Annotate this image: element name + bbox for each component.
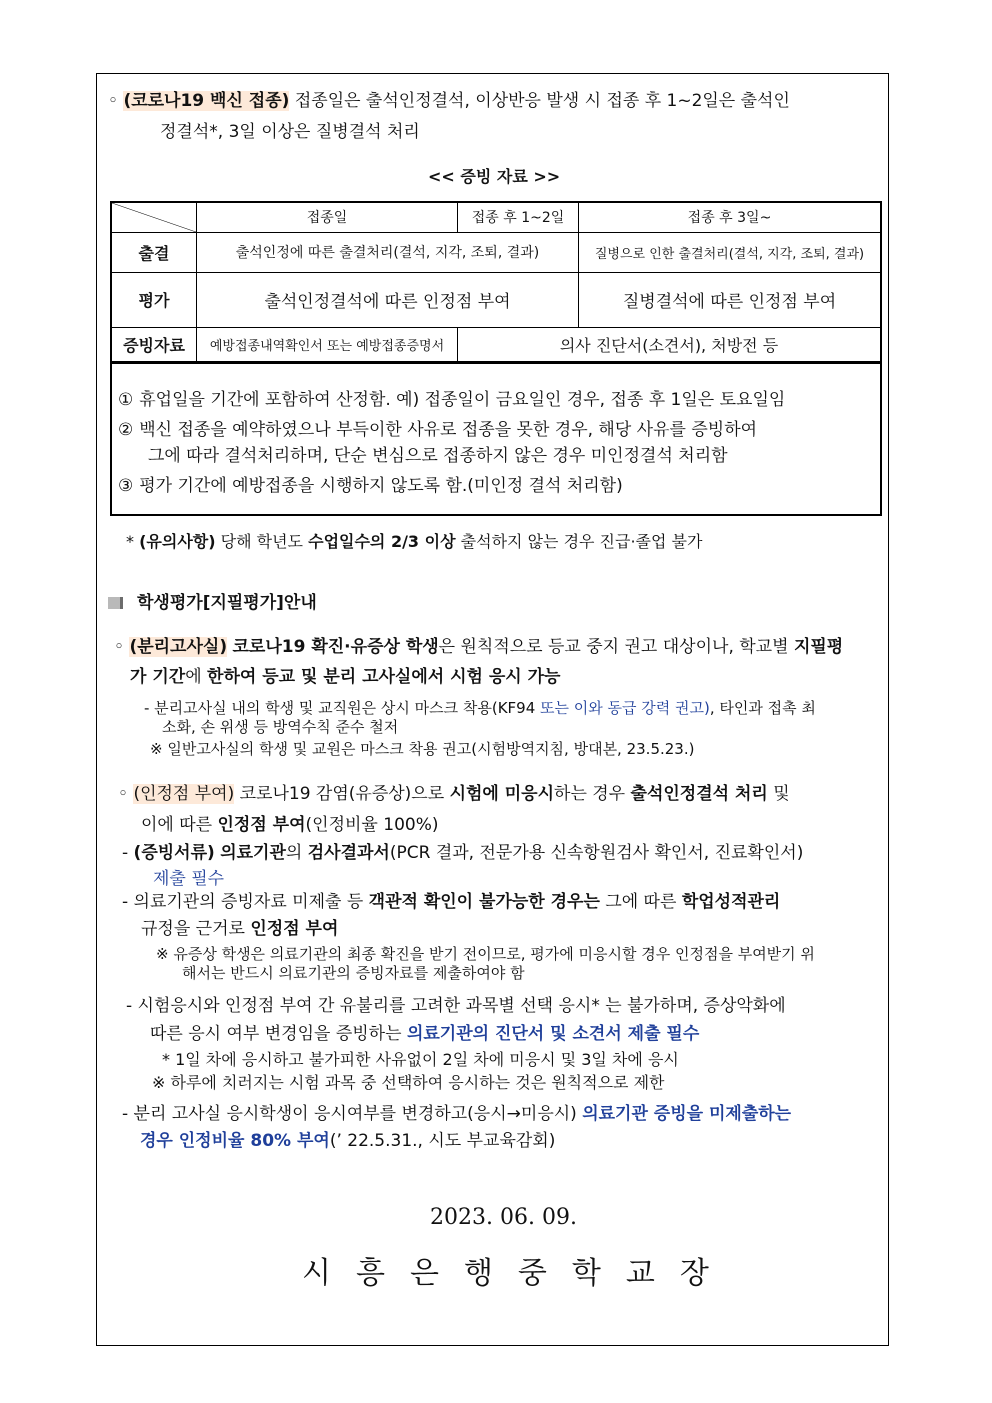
p4d: (’ 22.5.31., 시도 부교육감회) bbox=[329, 1131, 556, 1151]
evidence-table bbox=[110, 201, 882, 363]
section-heading bbox=[108, 588, 317, 613]
note-text: 휴업일을 기간에 포함하여 산정함. 예) 접종일이 금요일인 경우, 접종 후 1일은 토요일임 bbox=[139, 390, 786, 410]
caution-c: 출석하지 않는 경우 진급·졸업 불가 bbox=[460, 532, 703, 551]
credit-p2-line2 bbox=[141, 914, 338, 939]
c1a: 코로나19 감염(유증상)으로 bbox=[239, 784, 445, 804]
note-1 bbox=[118, 385, 785, 410]
credit-p3: - 시험응시와 인정점 부여 간 유불리를 고려한 과목별 선택 응시* 는 불가하며, 증상악화에 bbox=[126, 996, 786, 1016]
p4b: 의료기관 증빙을 미제출하는 bbox=[582, 1104, 792, 1124]
docs-c2: 의사 진단서(소견서), 처방전 등 bbox=[458, 327, 882, 362]
caution-a: 당해 학년도 bbox=[220, 532, 304, 551]
credit-tag: (인정점 부여) bbox=[133, 784, 235, 804]
note-2 bbox=[118, 415, 757, 440]
table-corner bbox=[111, 202, 197, 232]
row-label-docs: 증빙자료 bbox=[111, 327, 197, 362]
credit-p1 bbox=[122, 838, 803, 863]
p2c: 그에 따른 bbox=[605, 892, 677, 912]
header-day3: 접종 후 3일~ bbox=[579, 202, 882, 232]
p2l2a: 규정을 근거로 bbox=[141, 919, 245, 939]
document-date: 2023. 06. 09. bbox=[430, 1205, 577, 1230]
bullet: ◦ bbox=[114, 637, 125, 657]
p3c: 의료기관의 진단서 및 소견서 제출 필수 bbox=[406, 1024, 700, 1044]
c2b: 인정점 부여 bbox=[217, 815, 306, 835]
p1e: 검사결과서 bbox=[307, 843, 390, 863]
c2c: (인정비율 100%) bbox=[305, 815, 439, 835]
p2l2b: 인정점 부여 bbox=[250, 919, 339, 939]
separate-l1b: 코로나19 확진·유증상 학생 bbox=[232, 637, 439, 657]
sub1c: , 타인과 접촉 최 bbox=[709, 699, 816, 717]
note-num: ① bbox=[118, 390, 134, 410]
credit-p4 bbox=[122, 1099, 791, 1124]
c1c: 하는 경우 bbox=[554, 784, 626, 804]
credit-p2 bbox=[122, 887, 780, 912]
sub1a: - 분리고사실 내의 학생 및 교직원은 상시 마스크 착용(KF94 bbox=[144, 699, 536, 717]
sub1b: 또는 이와 동급 강력 권고) bbox=[540, 699, 710, 717]
c2a: 이에 따른 bbox=[141, 815, 213, 835]
separate-l1c: 은 원칙적으로 등교 중지 권고 대상이나, 학교별 bbox=[438, 637, 789, 657]
c1e: 및 bbox=[773, 784, 790, 804]
bullet: ◦ bbox=[118, 784, 129, 804]
note-text: 평가 기간에 예방접종을 시행하지 않도록 함.(미인정 결석 처리함) bbox=[139, 476, 623, 496]
separate-sub1-line2: 소화, 손 위생 등 방역수칙 준수 철저 bbox=[162, 718, 399, 736]
p3b: 따른 응시 여부 변경임을 증빙하는 bbox=[150, 1024, 402, 1044]
header-day1-2: 접종 후 1~2일 bbox=[458, 202, 579, 232]
caution-b: 수업일수의 2/3 이상 bbox=[308, 532, 456, 551]
credit-p3-note2: ※ 하루에 치러지는 시험 과목 중 선택하여 응시하는 것은 원칙적으로 제한 bbox=[152, 1073, 665, 1092]
c1b: 시험에 미응시 bbox=[449, 784, 555, 804]
caution-line bbox=[126, 529, 702, 552]
vaccine-line1: 접종일은 출석인정결석, 이상반응 발생 시 접종 후 1~2일은 출석인 bbox=[294, 91, 790, 111]
separate-l2a: 가 기간 bbox=[130, 667, 186, 687]
bullet: ◦ bbox=[108, 91, 119, 111]
separate-line2 bbox=[130, 662, 560, 687]
separate-sub1 bbox=[144, 697, 816, 718]
credit-line2 bbox=[141, 810, 439, 835]
docs-c1: 예방접종내역확인서 또는 예방접종증명서 bbox=[197, 327, 458, 362]
p1d: 의 bbox=[285, 843, 303, 863]
credit-p3-note1: * 1일 차에 응시하고 불가피한 사유없이 2일 차에 미응시 및 3일 차에 응시 bbox=[162, 1050, 679, 1069]
credit-p4-line2 bbox=[140, 1126, 555, 1151]
note-3 bbox=[118, 471, 623, 496]
caution-star: * bbox=[126, 532, 134, 551]
vaccine-tag: (코로나19 백신 접종) bbox=[123, 91, 290, 111]
separate-l2b: 에 bbox=[185, 667, 202, 687]
note-2-line2: 그에 따라 결석처리하며, 단순 변심으로 접종하지 않은 경우 미인정결석 처리함 bbox=[148, 446, 728, 466]
p2a: - 의료기관의 증빙자료 미제출 등 bbox=[122, 892, 364, 912]
credit-p3-line2 bbox=[150, 1019, 699, 1044]
vaccine-paragraph bbox=[108, 86, 790, 111]
separate-line1 bbox=[114, 632, 843, 657]
note-text: 백신 접종을 예약하였으나 부득이한 사유로 접종을 못한 경우, 해당 사유를 증빙하여 bbox=[139, 420, 758, 440]
credit-p2-note2: 해서는 반드시 의료기관의 증빙자료를 제출하여야 함 bbox=[182, 964, 525, 982]
grade-c1: 출석인정결석에 따른 인정점 부여 bbox=[197, 272, 579, 327]
header-day0: 접종일 bbox=[197, 202, 458, 232]
school-principal-signature: 시흥은행중학교장 bbox=[302, 1256, 734, 1291]
evidence-title: << 증빙 자료 >> bbox=[428, 167, 561, 186]
square-bullet-icon bbox=[108, 597, 123, 609]
p2b: 객관적 확인이 불가능한 경우는 bbox=[368, 892, 600, 912]
p1c: 의료기관 bbox=[220, 843, 286, 863]
vaccine-line2: 정결석*, 3일 이상은 질병결석 처리 bbox=[160, 122, 420, 142]
credit-p1-line2: 제출 필수 bbox=[153, 869, 225, 889]
note-num: ② bbox=[118, 420, 134, 440]
attendance-c2: 질병으로 인한 출결처리(결석, 지각, 조퇴, 결과) bbox=[579, 232, 882, 272]
p1b: (증빙서류) bbox=[133, 843, 215, 863]
credit-p2-note1: ※ 유증상 학생은 의료기관의 최종 확진을 받기 전이므로, 평가에 미응시할 경우 인정점을 부여받기 위 bbox=[156, 945, 815, 963]
caution-tag: (유의사항) bbox=[139, 532, 216, 551]
p2d: 학업성적관리 bbox=[681, 892, 781, 912]
separate-tag: (분리고사실) bbox=[129, 637, 228, 657]
separate-l1d: 지필평 bbox=[793, 637, 844, 657]
section-title: 학생평가[지필평가]안내 bbox=[137, 593, 317, 613]
p1f: (PCR 결과, 전문가용 신속항원검사 확인서, 진료확인서) bbox=[389, 843, 804, 863]
p4a: - 분리 고사실 응시학생이 응시여부를 변경하고(응시→미응시) bbox=[122, 1104, 577, 1124]
c1d: 출석인정결석 처리 bbox=[630, 784, 768, 804]
attendance-c1: 출석인정에 따른 출결처리(결석, 지각, 조퇴, 결과) bbox=[197, 232, 579, 272]
separate-l2c: 한하여 등교 및 분리 고사실에서 시험 응시 가능 bbox=[207, 667, 561, 687]
row-label-grade: 평가 bbox=[111, 272, 197, 327]
separate-sub2: ※ 일반고사실의 학생 및 교원은 마스크 착용 권고(시험방역지침, 방대본, 23.5.23.) bbox=[150, 740, 695, 758]
p1a: - bbox=[122, 843, 134, 863]
credit-line1 bbox=[118, 779, 790, 804]
row-label-attendance: 출결 bbox=[111, 232, 197, 272]
p4c: 경우 인정비율 80% 부여 bbox=[140, 1131, 330, 1151]
grade-c2: 질병결석에 따른 인정점 부여 bbox=[579, 272, 882, 327]
note-num: ③ bbox=[118, 476, 134, 496]
